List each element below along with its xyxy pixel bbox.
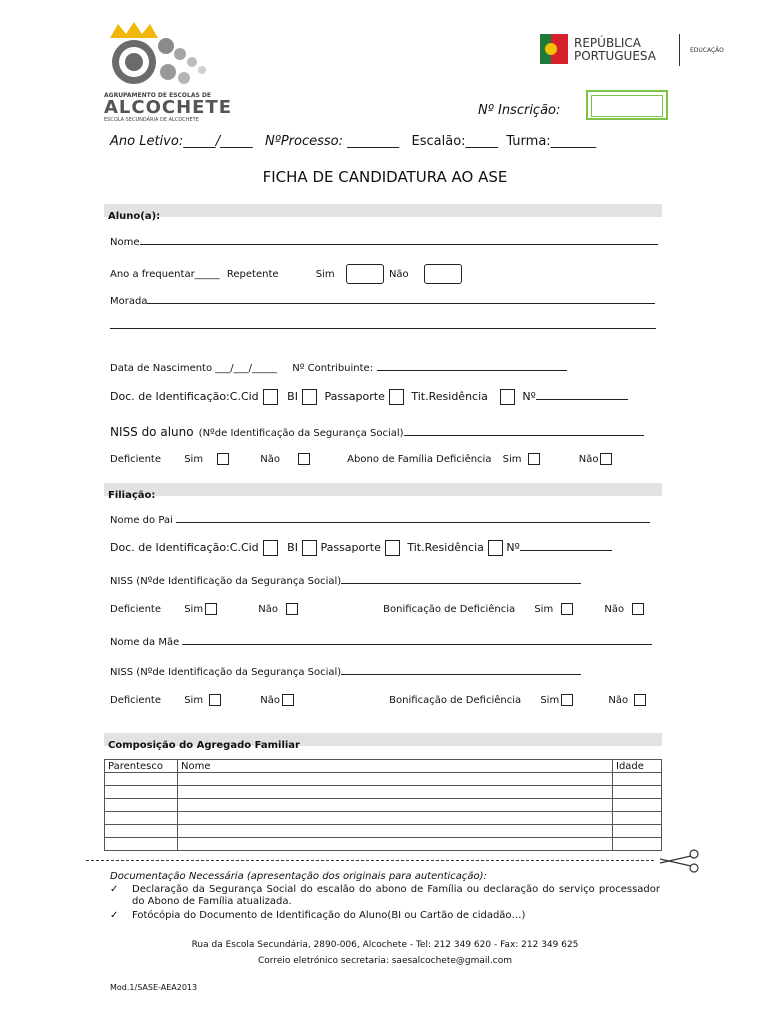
nome-cell[interactable] (178, 799, 613, 812)
pai-bi-checkbox[interactable] (302, 540, 317, 556)
republic-flag-icon (540, 34, 568, 64)
nome-cell[interactable] (178, 825, 613, 838)
morada-input-2[interactable] (110, 328, 656, 329)
pai-tit-residencia-label: Tit.Residência (407, 541, 484, 554)
pai-doc-id-label: Doc. de Identificação:C.Cid (110, 541, 259, 554)
deficiente-nao-label: Não (260, 454, 280, 465)
col-nome: Nome (178, 760, 613, 773)
aluno-doc-row (110, 389, 628, 405)
pai-niss-input[interactable] (341, 573, 581, 584)
cut-line (86, 860, 654, 861)
idade-cell[interactable] (613, 773, 662, 786)
mae-deficiente-nao-checkbox[interactable] (282, 694, 294, 706)
table-row (105, 812, 662, 825)
sim-label: Sim (315, 269, 335, 280)
footer-mod: Mod.1/SASE-AEA2013 (110, 983, 198, 992)
gov-logo (540, 34, 740, 66)
numero-label: Nº (522, 390, 536, 403)
mae-deficiente-sim-checkbox[interactable] (209, 694, 221, 706)
niss-aluno-input[interactable] (404, 425, 644, 436)
pai-sim-label: Sim (184, 604, 204, 615)
mae-nao-label: Não (260, 695, 280, 706)
pai-nome-row (110, 512, 650, 526)
mae-bonif-sim-label: Sim (540, 695, 560, 706)
doc-id-label: Doc. de Identificação:C.Cid (110, 390, 259, 403)
morada-input[interactable] (147, 293, 655, 304)
idade-cell[interactable] (613, 825, 662, 838)
abono-sim-label: Sim (502, 454, 522, 465)
section-filiacao: Filiação: (104, 483, 662, 496)
mae-nome-row (110, 634, 652, 648)
check-icon: ✓ (110, 910, 119, 921)
ccid-checkbox[interactable] (263, 389, 278, 405)
agregado-table (104, 759, 662, 851)
logo-text-small: AGRUPAMENTO DE ESCOLAS DE (104, 92, 211, 99)
section-aluno: Aluno(a): (104, 204, 662, 217)
gov-dept: EDUCAÇÃO (690, 47, 724, 54)
mae-bonif-nao-checkbox[interactable] (634, 694, 646, 706)
idade-cell[interactable] (613, 838, 662, 851)
deficiente-sim-checkbox[interactable] (217, 453, 229, 465)
table-header-row (105, 760, 662, 773)
gov-line2: PORTUGUESA (574, 49, 656, 63)
ano-frequentar-label[interactable]: Ano a frequentar_____ (110, 269, 220, 280)
nome-mae-input[interactable] (182, 634, 652, 645)
nao-label: Não (388, 269, 409, 280)
pai-deficiente-sim-checkbox[interactable] (205, 603, 217, 615)
col-parentesco: Parentesco (105, 760, 178, 773)
pai-numero-label: Nº (506, 541, 520, 554)
passaporte-label: Passaporte (324, 390, 385, 403)
pai-bonificacao-label: Bonificação de Deficiência (383, 604, 516, 615)
parentesco-cell[interactable] (105, 825, 178, 838)
pai-bonif-sim-checkbox[interactable] (561, 603, 573, 615)
nome-cell[interactable] (178, 773, 613, 786)
page-title: FICHA DE CANDIDATURA AO ASE (262, 168, 508, 186)
pai-nao-label: Não (258, 604, 278, 615)
inscricao-label: Nº Inscrição: (478, 103, 561, 118)
pai-niss-label: NISS (Nºde Identificação da Segurança Social) (110, 576, 342, 587)
nascimento-row (110, 360, 567, 374)
pai-passaporte-checkbox[interactable] (385, 540, 400, 556)
passaporte-checkbox[interactable] (389, 389, 404, 405)
parentesco-cell[interactable] (105, 799, 178, 812)
parentesco-cell[interactable] (105, 773, 178, 786)
abono-nao-checkbox[interactable] (600, 453, 612, 465)
nome-pai-input[interactable] (176, 512, 650, 523)
doc-number-input[interactable] (536, 389, 628, 400)
contribuinte-input[interactable] (377, 360, 567, 371)
aluno-niss-row (110, 421, 644, 440)
aluno-nome-row (110, 234, 658, 248)
nome-label: Nome (110, 237, 140, 248)
scissors-icon (658, 846, 702, 876)
repetente-nao-box[interactable] (424, 264, 462, 284)
abono-label: Abono de Família Deficiência (347, 454, 492, 465)
pai-niss-row (110, 573, 581, 587)
idade-cell[interactable] (613, 812, 662, 825)
pai-bonif-sim-label: Sim (534, 604, 554, 615)
bi-checkbox[interactable] (302, 389, 317, 405)
mae-sim-label: Sim (184, 695, 204, 706)
deficiente-label: Deficiente (110, 454, 161, 465)
parentesco-cell[interactable] (105, 812, 178, 825)
data-nascimento-field[interactable]: Data de Nascimento ___/___/_____ (110, 363, 278, 374)
turma-field[interactable]: Turma:_______ (506, 134, 597, 149)
abono-sim-checkbox[interactable] (528, 453, 540, 465)
inscricao-box[interactable] (586, 90, 668, 120)
pai-ccid-checkbox[interactable] (263, 540, 278, 556)
check-icon: ✓ (110, 884, 119, 895)
table-row (105, 773, 662, 786)
docs-item-2: ✓ Fotócópia do Documento de Identificação do Aluno(BI ou Cartão de cidadão…) (110, 910, 526, 921)
escalao-field[interactable]: Escalão:_____ (411, 134, 499, 149)
mae-niss-label: NISS (Nºde Identificação da Segurança Social) (110, 667, 342, 678)
docs-title: Documentação Necessária (apresentação dos originais para autenticação): (110, 871, 487, 882)
footer-address: Rua da Escola Secundária, 2890-006, Alcochete - Tel: 212 349 620 - Fax: 212 349 625 (191, 940, 579, 950)
table-row (105, 786, 662, 799)
niss-aluno-sub: (Nºde Identificação da Segurança Social) (198, 428, 404, 439)
repetente-label: Repetente (226, 269, 279, 280)
logo-emblem-icon (104, 20, 224, 90)
mae-niss-input[interactable] (341, 664, 581, 675)
aluno-deficiente-row (110, 453, 612, 465)
gov-line1: REPÚBLICA (574, 36, 641, 50)
table-row (105, 825, 662, 838)
nome-input[interactable] (140, 234, 658, 245)
docs-item-1: ✓ Declaração da Segurança Social do escalão do abono de Família ou declaração do serviço processador do Abono de Família atualizada. (110, 884, 660, 907)
idade-cell[interactable] (613, 786, 662, 799)
mae-bonif-nao-label: Não (608, 695, 629, 706)
parentesco-cell[interactable] (105, 838, 178, 851)
nome-cell[interactable] (178, 812, 613, 825)
tit-residencia-label: Tit.Residência (411, 390, 488, 403)
mae-deficiente-row (110, 694, 646, 706)
section-agregado: Composição do Agregado Familiar (104, 733, 662, 746)
bi-label: BI (287, 390, 298, 403)
table-row (105, 838, 662, 851)
idade-cell[interactable] (613, 799, 662, 812)
repetente-sim-box[interactable] (346, 264, 384, 284)
mae-bonificacao-label: Bonificação de Deficiência (389, 695, 522, 706)
logo-text-sub: ESCOLA SECUNDÁRIA DE ALCOCHETE (104, 117, 199, 123)
deficiente-nao-checkbox[interactable] (298, 453, 310, 465)
nome-cell[interactable] (178, 838, 613, 851)
nome-pai-label: Nome do Pai (110, 515, 173, 526)
pai-bonif-nao-checkbox[interactable] (632, 603, 644, 615)
mae-niss-row (110, 664, 581, 678)
pai-deficiente-label: Deficiente (110, 604, 161, 615)
morada-label: Morada (110, 296, 148, 307)
pai-deficiente-nao-checkbox[interactable] (286, 603, 298, 615)
pai-deficiente-row (110, 603, 644, 615)
pai-passaporte-label: Passaporte (320, 541, 381, 554)
logo-text-main: ALCOCHETE (104, 97, 233, 118)
col-idade: Idade (613, 760, 662, 773)
nome-mae-label: Nome da Mãe (110, 637, 180, 648)
pai-bi-label: BI (287, 541, 298, 554)
table-row (105, 799, 662, 812)
parentesco-cell[interactable] (105, 786, 178, 799)
ano-row (110, 264, 462, 284)
mae-bonif-sim-checkbox[interactable] (561, 694, 573, 706)
gov-divider (679, 34, 680, 66)
processo-field[interactable]: NºProcesso: ________ (264, 134, 400, 149)
ano-letivo-field[interactable]: Ano Letivo:_____/_____ (110, 134, 253, 149)
abono-nao-label: Não (578, 454, 599, 465)
header-line (110, 134, 596, 149)
mae-deficiente-label: Deficiente (110, 695, 161, 706)
pai-bonif-nao-label: Não (604, 604, 625, 615)
footer-email: Correio eletrónico secretaria: saesalcochete@gmail.com (258, 956, 512, 966)
contribuinte-label: Nº Contribuinte: (292, 363, 374, 374)
pai-doc-number-input[interactable] (520, 540, 612, 551)
tit-residencia-checkbox[interactable] (500, 389, 515, 405)
deficiente-sim-label: Sim (184, 454, 204, 465)
niss-aluno-label: NISS do aluno (110, 425, 194, 439)
school-logo (104, 20, 233, 123)
pai-tit-residencia-checkbox[interactable] (488, 540, 503, 556)
nome-cell[interactable] (178, 786, 613, 799)
pai-doc-row (110, 540, 612, 556)
morada-row (110, 293, 655, 307)
